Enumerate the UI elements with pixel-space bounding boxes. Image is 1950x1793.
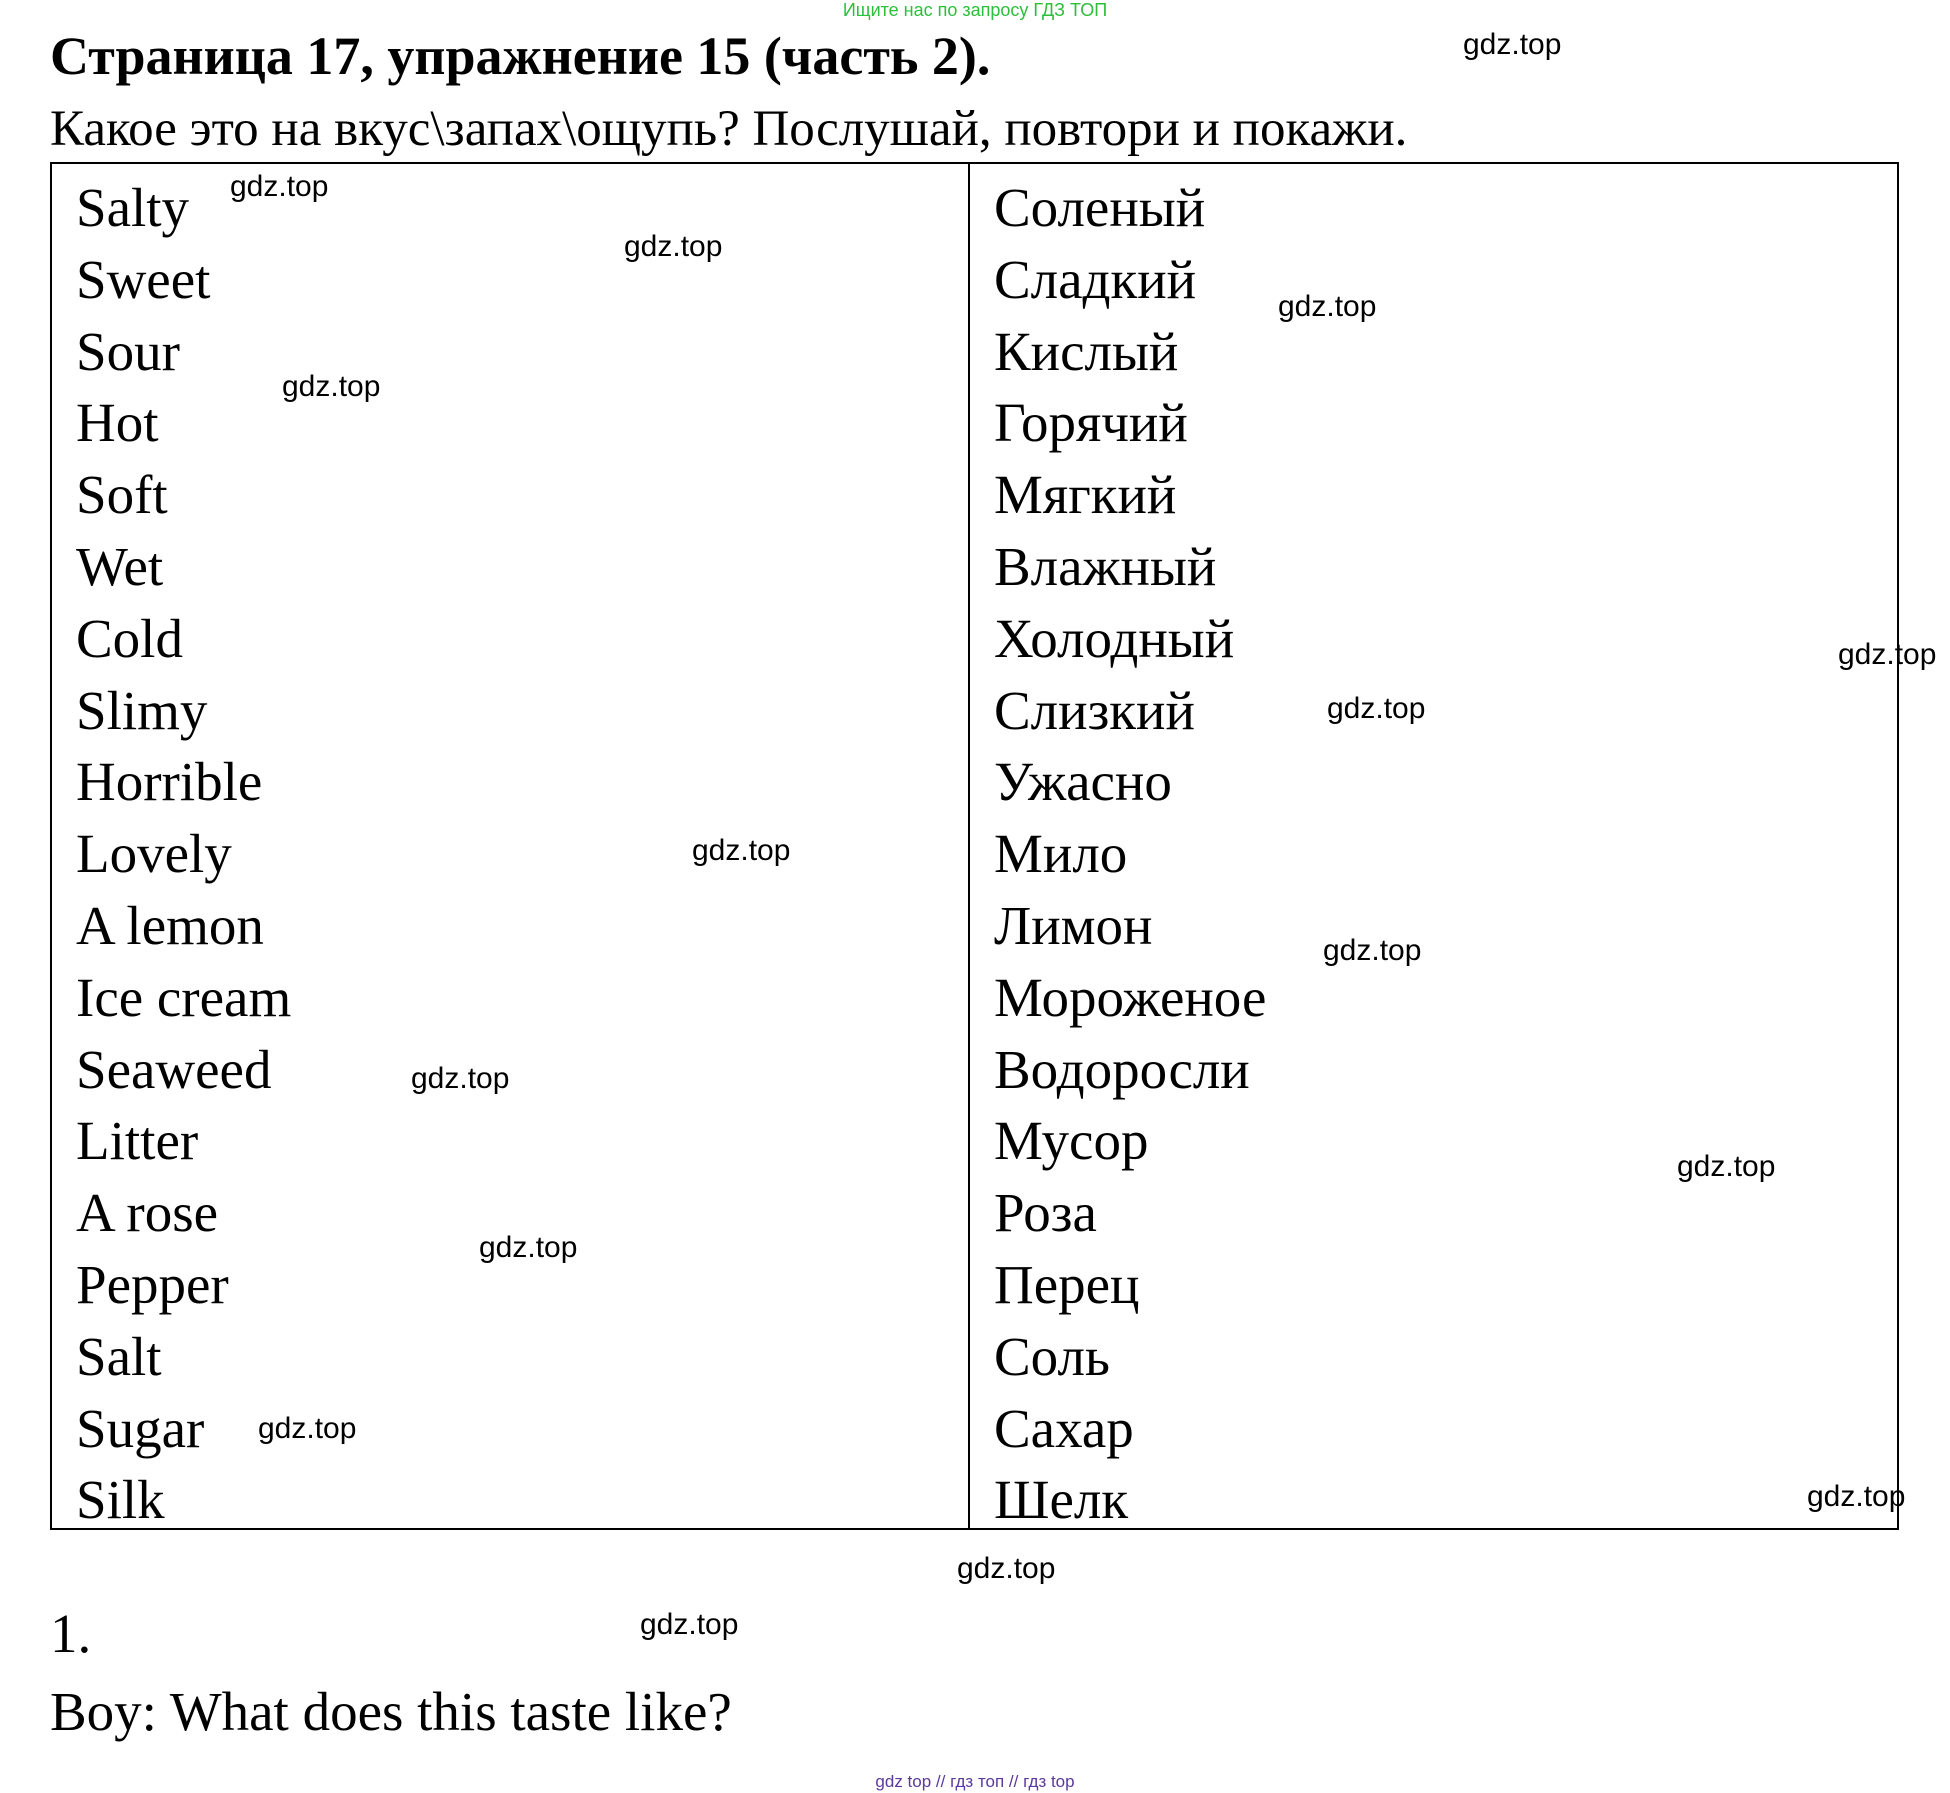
english-word: Sweet (76, 248, 211, 310)
watermark: gdz.top (624, 230, 723, 263)
english-word: A lemon (76, 894, 264, 956)
english-word: Ice cream (76, 966, 292, 1028)
russian-word: Мягкий (994, 464, 1177, 526)
watermark: gdz.top (957, 1552, 1056, 1585)
watermark: gdz.top (1323, 934, 1422, 967)
watermark: gdz.top (411, 1062, 510, 1095)
watermark: gdz.top (692, 834, 791, 867)
dialog-line: Boy: What does this taste like? (50, 1681, 732, 1742)
vocabulary-table (50, 162, 1899, 1530)
english-word: Lovely (76, 823, 232, 885)
watermark: gdz.top (1463, 28, 1562, 61)
russian-word: Роза (994, 1182, 1097, 1244)
english-word: Seaweed (76, 1038, 272, 1100)
russian-word: Ужасно (994, 751, 1172, 813)
english-word: Sugar (76, 1397, 205, 1459)
watermark: gdz.top (1677, 1150, 1776, 1183)
watermark: gdz.top (258, 1412, 357, 1445)
english-word: Hot (76, 392, 159, 454)
watermark: gdz.top (1327, 692, 1426, 725)
watermark: gdz.top (1838, 638, 1937, 671)
russian-column (994, 172, 1266, 1536)
english-word: Cold (76, 607, 183, 669)
russian-word: Слизкий (994, 679, 1195, 741)
russian-word: Водоросли (994, 1038, 1250, 1100)
english-word: Salt (76, 1325, 162, 1387)
english-word: Salty (76, 177, 190, 238)
watermark: gdz.top (282, 370, 381, 403)
english-word: Soft (76, 464, 168, 526)
russian-word: Горячий (994, 392, 1188, 454)
watermark: gdz.top (1278, 290, 1377, 323)
watermark: gdz.top (230, 170, 329, 203)
english-word: Pepper (76, 1253, 229, 1315)
watermark: gdz.top (479, 1231, 578, 1264)
russian-word: Холодный (994, 607, 1235, 669)
page-title: Страница 17, упражнение 15 (часть 2). (50, 26, 991, 86)
footer-watermark: gdz top // гдз топ // гдз top (875, 1772, 1075, 1791)
english-word: Silk (76, 1469, 165, 1531)
exercise-instruction: Какое это на вкус\запах\ощупь? Послушай, повтори и покажи. (50, 101, 1408, 157)
russian-word: Шелк (994, 1469, 1129, 1531)
russian-word: Соленый (994, 177, 1206, 238)
russian-word: Кислый (994, 320, 1179, 382)
english-column (76, 172, 291, 1536)
russian-word: Мусор (994, 1110, 1149, 1172)
english-word: Litter (76, 1110, 199, 1172)
russian-word: Влажный (994, 535, 1217, 597)
russian-word: Лимон (994, 894, 1153, 956)
russian-word: Соль (994, 1325, 1110, 1387)
english-word: A rose (76, 1182, 219, 1244)
russian-word: Мороженое (994, 966, 1267, 1028)
russian-word: Сахар (994, 1397, 1134, 1459)
english-word: Wet (76, 535, 164, 597)
russian-word: Сладкий (994, 248, 1197, 310)
russian-word: Перец (994, 1253, 1140, 1315)
english-word: Sour (76, 320, 180, 382)
english-word: Slimy (76, 679, 208, 741)
top-banner: Ищите нас по запросу ГДЗ ТОП (842, 0, 1108, 20)
watermark: gdz.top (640, 1608, 739, 1641)
watermark: gdz.top (1807, 1480, 1906, 1513)
dialog-number: 1. (50, 1603, 92, 1664)
russian-word: Мило (994, 823, 1128, 885)
english-word: Horrible (76, 751, 263, 813)
column-divider (968, 164, 970, 1528)
